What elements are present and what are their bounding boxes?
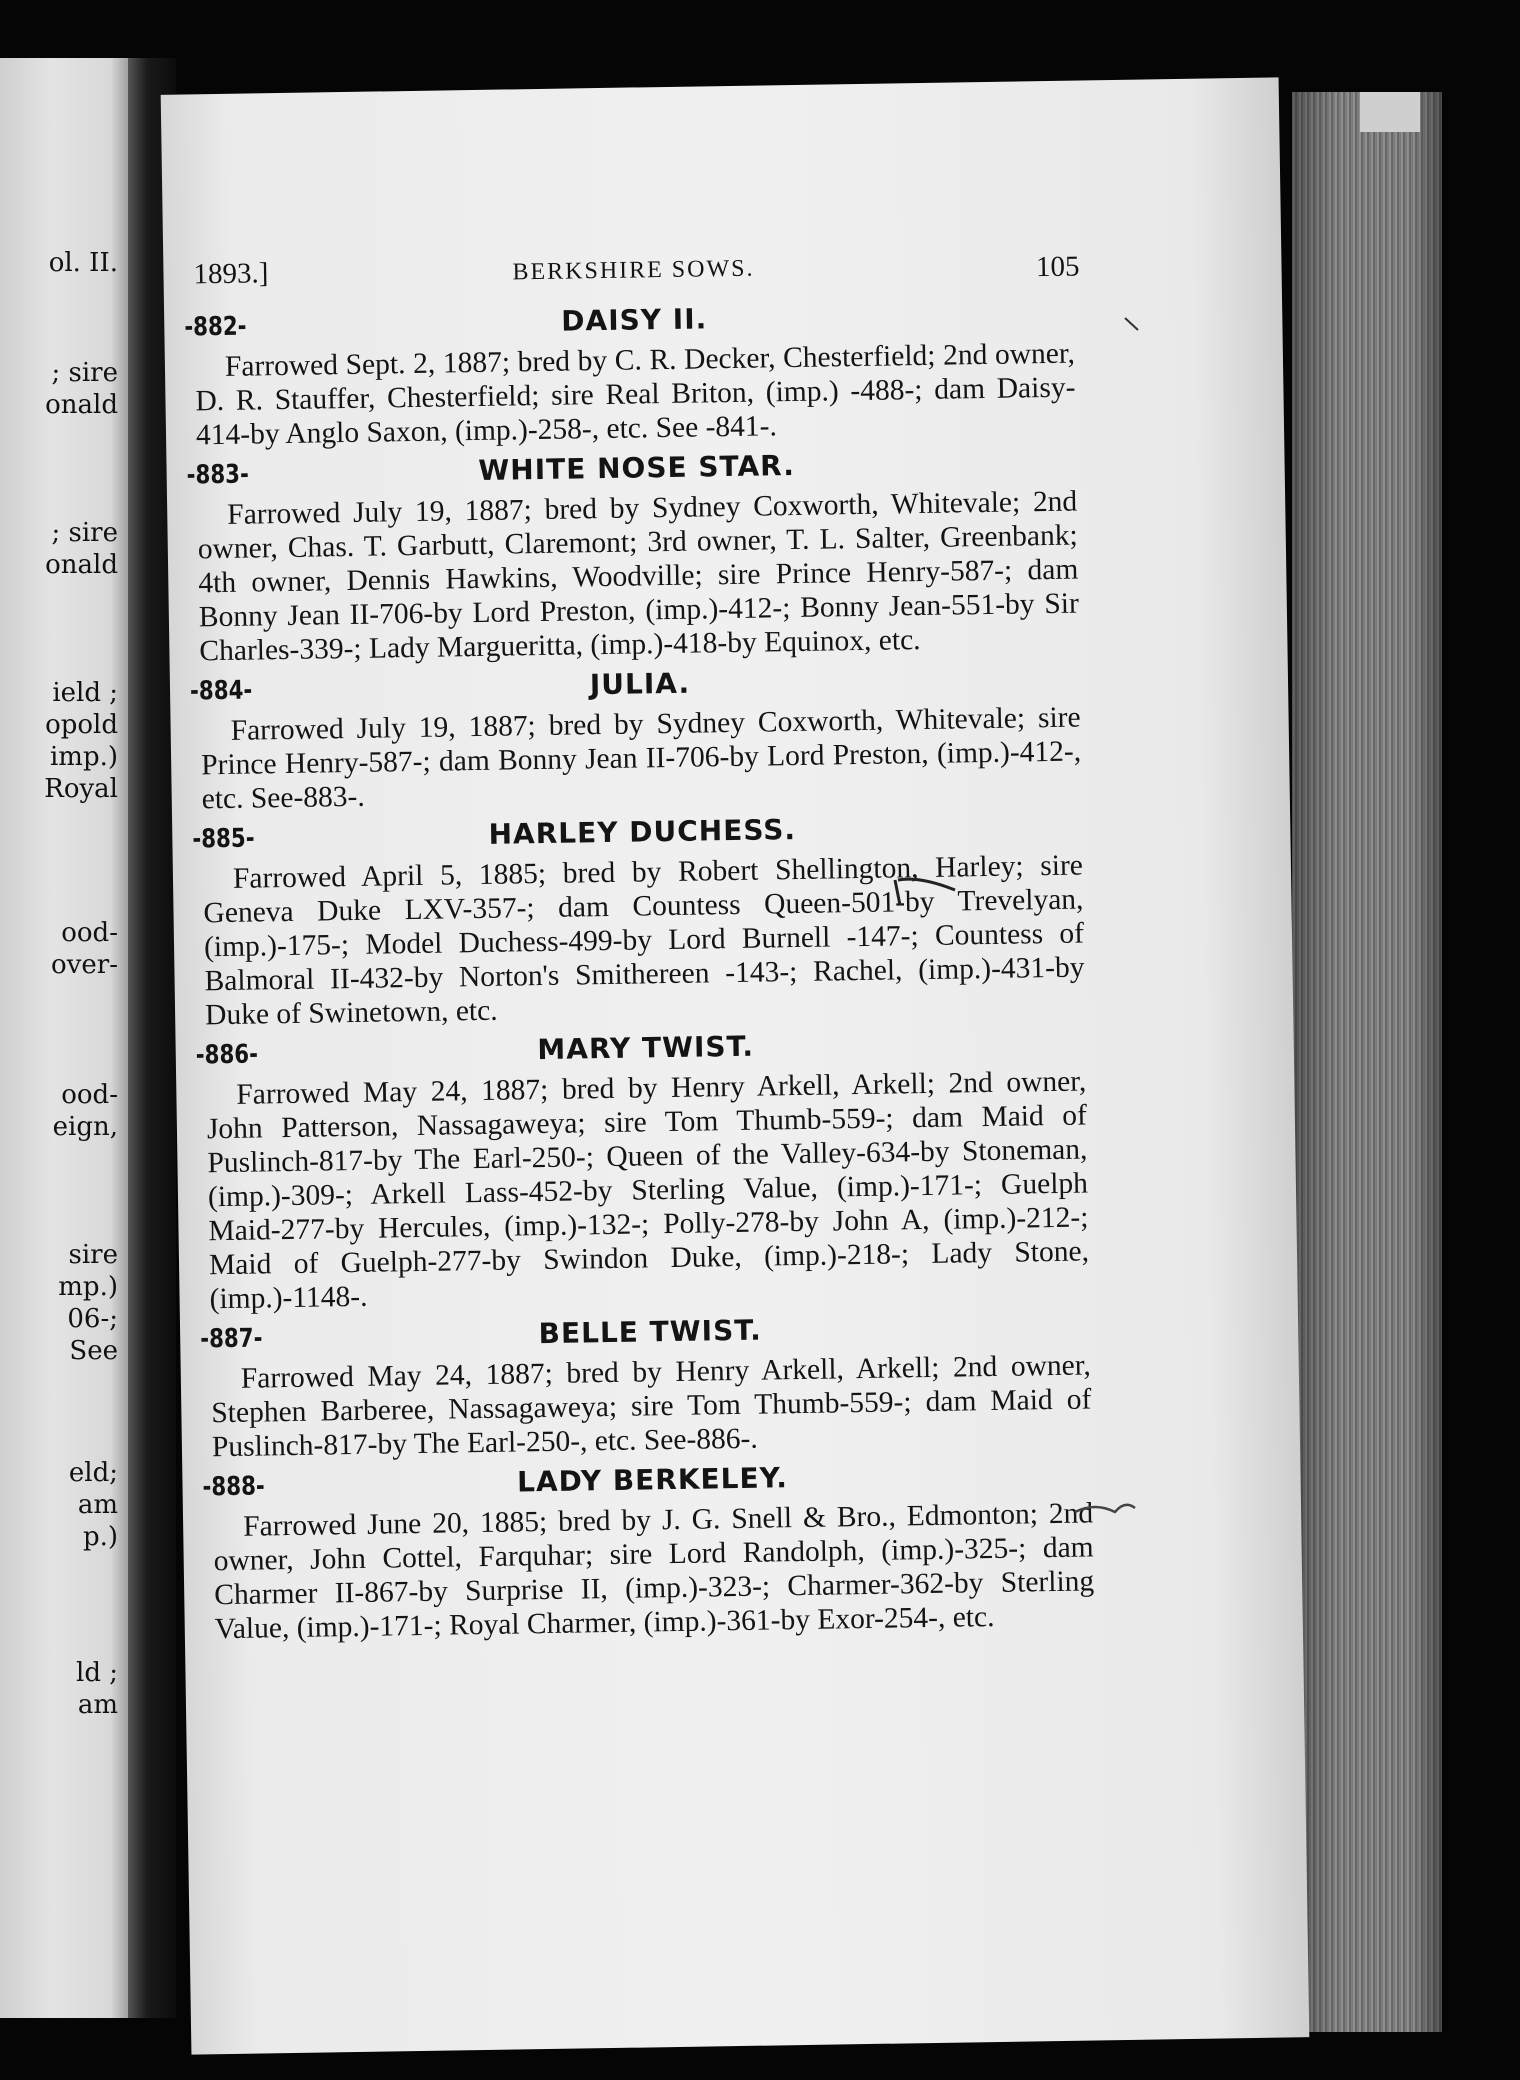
left-page-fragment: ield ; <box>52 678 118 708</box>
left-page-fragment: eign, <box>52 1112 118 1142</box>
left-page-fragment: ; sire <box>51 518 118 548</box>
entry-number: -887- <box>199 1323 263 1355</box>
left-page-fragment: ood- <box>61 1080 118 1110</box>
pedigree-entry <box>199 1308 1092 1464</box>
header-title: BERKSHIRE SOWS. <box>512 255 755 286</box>
entry-number: -888- <box>202 1471 265 1503</box>
left-page-fragment: ood- <box>61 918 118 948</box>
entry-name: JULIA. <box>589 666 691 702</box>
left-page-fragment: sire <box>68 1240 118 1270</box>
left-page-fragment: p.) <box>82 1522 118 1552</box>
entry-number: -883- <box>186 459 250 491</box>
pedigree-entry <box>184 297 1076 453</box>
entry-number: -882- <box>184 311 247 343</box>
entry-text: Farrowed July 19, 1887; bred by Sydney Coxworth, Whitevale; sire Prince Henry-587-; dam Bonny Jean II-706-by Lord Preston, (imp.)-412-, etc. See-883-. <box>200 701 1082 816</box>
pedigree-entry <box>202 1456 1095 1646</box>
pedigree-entry <box>189 661 1082 817</box>
page-number: 105 <box>1035 250 1080 284</box>
left-page-fragment: onald <box>45 550 118 580</box>
running-header <box>193 241 1080 305</box>
entry-text: Farrowed July 19, 1887; bred by Sydney Coxworth, Whitevale; 2nd owner, Chas. T. Garbutt, Claremont; 3rd owner, T. L. Salter, Greenbank; 4th owner, Dennis Hawkins, Woodville; sire Prince Henry-587-; dam Bonny Jean II-706-by Lord Preston, (imp.)-412-; Bonny Jean-551-by Sir Charles-339-; Lady Margueritta, (imp.)-418-by Equinox, etc. <box>197 485 1080 668</box>
right-page <box>161 77 1310 2054</box>
entry-text: Farrowed May 24, 1887; bred by Henry Arkell, Arkell; 2nd owner, Stephen Barberee, Nassagaweya; sire Tom Thumb-559-; dam Maid of Puslinch-817-by The Earl-250-, etc. See-886-. <box>211 1349 1092 1464</box>
left-page-fragment: Royal <box>44 774 118 804</box>
left-page-fragment: am <box>77 1490 118 1520</box>
pedigree-entry <box>192 809 1085 1033</box>
entry-number: -886- <box>195 1039 259 1071</box>
entry-name: HARLEY DUCHESS. <box>488 813 797 851</box>
entry-text: Farrowed June 20, 1885; bred by J. G. Snell & Bro., Edmonton; 2nd owner, John Cottel, Farquhar; sire Lord Randolph, (imp.)-325-; dam Charmer II-867-by Surprise II, (imp.)-323-; Charmer-362-by Sterling Value, (imp.)-171-; Royal Charmer, (imp.)-361-by Exor-254-, etc. <box>213 1497 1095 1646</box>
left-page-fragment: 06-; <box>67 1304 118 1334</box>
entry-name: MARY TWIST. <box>537 1029 755 1067</box>
left-page-fragment: eld; <box>68 1458 118 1488</box>
left-page-fragment: imp.) <box>49 742 118 772</box>
left-page-fragment: ; sire <box>51 358 118 388</box>
left-page-fragment: onald <box>45 390 118 420</box>
left-page-fragment: ld ; <box>76 1658 118 1688</box>
left-page-fragment: mp.) <box>58 1272 118 1302</box>
left-page-fragment: opold <box>45 710 118 740</box>
left-page-fragment: See <box>69 1336 118 1366</box>
entry-number: -885- <box>192 823 255 855</box>
left-page-fragment: over- <box>51 950 118 980</box>
entry-name: BELLE TWIST. <box>538 1313 762 1351</box>
entry-text: Farrowed April 5, 1885; bred by Robert Shellington, Harley; sire Geneva Duke LXV-357-; dam Countess Queen-501-by Trevelyan, (imp.)-175-; Model Duchess-499-by Lord Burnell -147-; Countess of Balmoral II-432-by Norton's Smithereen -143-; Rachel, (imp.)-431-by Duke of Swinetown, etc. <box>203 849 1085 1032</box>
left-page-fragment: ol. II. <box>48 248 118 278</box>
page-content <box>184 241 1095 1647</box>
entry-name: DAISY II. <box>561 302 708 338</box>
entry-name: LADY BERKELEY. <box>516 1461 789 1499</box>
entry-number: -884- <box>189 675 253 707</box>
left-page-fragment: am <box>77 1690 118 1720</box>
entry-text: Farrowed Sept. 2, 1887; bred by C. R. Decker, Chesterfield; 2nd owner, D. R. Stauffer, Chesterfield; sire Real Briton, (imp.) -488-; dam Daisy-414-by Anglo Saxon, (imp.)-258-, etc. See -841-. <box>195 337 1076 452</box>
entry-name: WHITE NOSE STAR. <box>478 448 796 487</box>
page-tab <box>1360 92 1420 132</box>
pedigree-entry <box>186 445 1080 669</box>
pedigree-entry <box>195 1024 1090 1316</box>
entry-text: Farrowed May 24, 1887; bred by Henry Arkell, Arkell; 2nd owner, John Patterson, Nassagaweya; sire Tom Thumb-559-; dam Maid of Puslinch-817-by The Earl-250-; Queen of the Valley-634-by Stoneman, (imp.)-309-; Arkell Lass-452-by Sterling Value, (imp.)-171-; Guelph Maid-277-by Hercules, (imp.)-132-; Polly-278-by John A, (imp.)-212-; Maid of Guelph-277-by Swindon Duke, (imp.)-218-; Lady Stone, (imp.)-1148-. <box>206 1065 1090 1316</box>
page-edges-shade <box>1292 92 1442 2032</box>
left-page <box>0 58 130 2018</box>
header-year: 1893.] <box>193 257 269 291</box>
